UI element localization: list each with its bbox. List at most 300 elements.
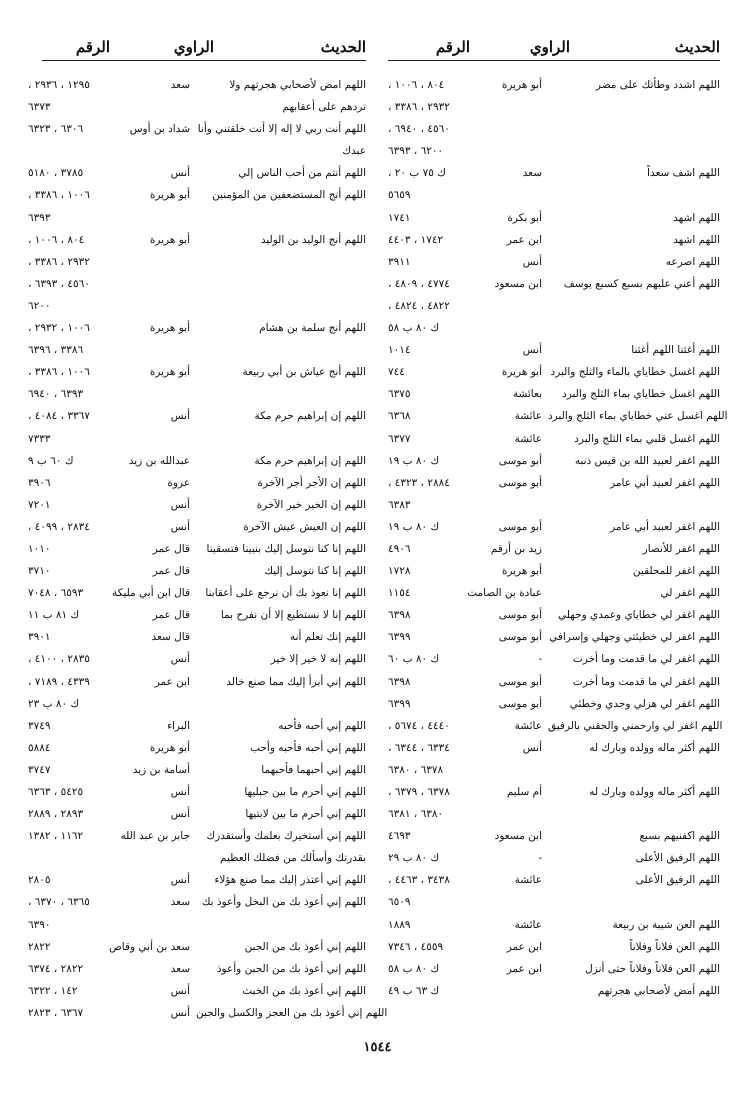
index-row: [28, 606, 366, 628]
narrator: عائشة: [514, 719, 542, 732]
index-row: [388, 496, 720, 518]
narrator: -: [538, 852, 542, 865]
hadith-number: ٦٣٩٩: [388, 631, 411, 644]
hadith-text: اللهم أعني عليهم بسبع كسبع يوسف: [563, 277, 720, 290]
hadith-number: ٤٥٦٠ ، ٦٣٩٣ ،: [28, 277, 90, 290]
index-row: [388, 275, 720, 297]
index-row: [388, 938, 720, 960]
hadith-number: ٧٤٤: [388, 366, 405, 379]
hadith-text: اللهم اغسل قلبي بماء الثلج والبرد: [574, 432, 720, 445]
hadith-number: ٤٤٤٠ ، ٥٦٧٤ ،: [388, 719, 450, 732]
index-row: [388, 562, 720, 584]
hadith-number: ٢٨٨٤ ، ٤٣٢٣ ،: [388, 476, 450, 489]
hadith-text: اللهم إنه لا خير إلا خير: [270, 653, 366, 666]
index-row: [28, 496, 366, 518]
index-row: [388, 982, 720, 1004]
index-row: [28, 739, 366, 761]
index-row: [388, 540, 720, 562]
hadith-number: ك ٦٣ ب ٤٩: [388, 984, 440, 997]
narrator: عائشة: [514, 432, 542, 445]
index-row: [28, 452, 366, 474]
narrator: ابن عمر: [506, 940, 542, 953]
index-row: [28, 628, 366, 650]
hadith-number: ك ٨٠ ب ٦٠: [388, 653, 440, 666]
index-row: [28, 871, 366, 893]
hadith-number: ١٠١٠: [28, 542, 51, 555]
index-row: [28, 76, 366, 98]
index-row: [388, 827, 720, 849]
narrator: ابن مسعود: [494, 830, 542, 843]
hadith-text: اللهم اصرعه: [665, 255, 720, 268]
hadith-number: ٦٥٩٣ ، ٧٠٤٨: [28, 587, 84, 600]
index-row: [28, 893, 366, 915]
index-row: [388, 253, 720, 275]
narrator: أنس: [522, 741, 542, 754]
index-row: [388, 209, 720, 231]
narrator: أبو بكرة: [507, 211, 542, 224]
index-row: [28, 385, 366, 407]
index-row: [388, 452, 720, 474]
narrator: شداد بن أوس: [129, 123, 190, 136]
hadith-text: اللهم اغفر لي خطيئتي وجهلي وإسرافي: [549, 631, 720, 644]
hadith-number: ك ٦٠ ب ٩: [28, 454, 74, 467]
hadith-text: اللهم إني أعوذ بك من الخبث: [242, 984, 366, 997]
hadith-text: اللهم إن العيش عيش الآخرة: [243, 520, 366, 533]
hadith-text: اللهم اغفر لي وارحمني والحقني بالرفيق: [548, 719, 723, 732]
narrator: أنس: [170, 167, 190, 180]
index-row: [28, 209, 366, 231]
index-row: [28, 363, 366, 385]
hadith-number: ٦٣٧٥: [388, 388, 411, 401]
hadith-text: اللهم اغفر لعبيد أبي عامر: [610, 476, 720, 489]
hadith-text: اللهم الرفيق الأعلى: [635, 874, 720, 887]
narrator: ابن عمر: [154, 675, 190, 688]
index-row: [388, 186, 720, 208]
hadith-text: اللهم إنا كنا نتوسل إليك بنبينا فتسقينا: [206, 542, 366, 555]
hadith-number: ١٠٠٦ ، ٢٩٣٢ ،: [28, 322, 90, 335]
hadith-number: ٢٩٣٢ ، ٣٣٨٦ ،: [388, 101, 450, 114]
index-row: [388, 430, 720, 452]
index-column-right: [388, 76, 728, 1004]
hadith-text: اللهم أنج عياش بن أبي ربيعة: [242, 366, 366, 379]
index-row: [388, 76, 720, 98]
narrator: أبو هريرة: [149, 322, 190, 335]
index-row: [388, 142, 720, 164]
header-hadith-left: الحديث: [320, 38, 366, 56]
hadith-number: ٦٣٩٠: [28, 918, 51, 931]
narrator: أبو موسى: [498, 520, 542, 533]
hadith-number: ٣٣٨٦ ، ٦٣٩٦: [28, 344, 84, 357]
index-row: [28, 231, 366, 253]
hadith-text: اللهم اغفر لعبيد أبي عامر: [610, 520, 720, 533]
narrator: أبو هريرة: [501, 366, 542, 379]
narrator: أنس: [522, 255, 542, 268]
narrator: زيد بن أرقم: [490, 542, 542, 555]
narrator: أم سليم: [506, 786, 542, 798]
hadith-text: اللهم إني أعوذ بك من البخل وأعوذ بك: [201, 896, 366, 909]
hadith-text: اللهم اغفر لي هزلي وجدي وخطئي: [569, 697, 720, 710]
hadith-number: ٢٩٣٢ ، ٣٣٨٦ ،: [28, 255, 90, 268]
hadith-number: ٦٣٦٥ ، ٦٣٧٠ ،: [28, 896, 90, 909]
hadith-text: اللهم إني أعوذ بك من الجبن: [244, 940, 366, 953]
hadith-text: اللهم إنا لا نستطيع إلا أن نفرح بما: [220, 609, 366, 622]
hadith-number: ٤٥٦٠ ، ٦٩٤٠ ،: [388, 123, 450, 136]
hadith-number: ٦٣٣٤ ، ٦٣٤٤ ،: [388, 741, 450, 754]
hadith-number: ٦٣٩٨: [388, 609, 411, 622]
hadith-number: ٤٨٢٢ ، ٤٨٢٤ ،: [388, 299, 450, 312]
header-hadith-right: الحديث: [674, 38, 720, 56]
index-row: [388, 739, 720, 761]
narrator: عائشة: [514, 918, 542, 931]
hadith-text: اللهم اغسل خطاياي بالماء والثلج والبرد: [550, 366, 720, 379]
index-row: [388, 407, 728, 429]
narrator: أبو موسى: [498, 675, 542, 688]
hadith-text: اللهم اغفر للأنصار: [642, 542, 720, 555]
narrator: البراء: [167, 719, 190, 732]
hadith-text: اللهم أكثر ماله وولده وبارك له: [589, 786, 720, 798]
hadith-text: اللهم إني أحبه فأحبه: [278, 719, 366, 732]
narrator: أنس: [170, 498, 190, 511]
hadith-text: اللهم إني أحرم ما بين لابتيها: [245, 808, 366, 821]
hadith-text: اللهم أنت ربي لا إله إلا أنت خلقتني وأنا: [197, 123, 366, 136]
hadith-number: ٢٨٣٥ ، ٤١٠٠ ،: [28, 653, 90, 666]
index-row: [28, 827, 366, 849]
narrator: أبو هريرة: [149, 233, 190, 246]
narrator: أبو موسى: [498, 476, 542, 489]
narrator: -: [538, 653, 542, 666]
hadith-number: ٢٨٠٥: [28, 874, 51, 887]
hadith-number: ٨٠٤ ، ١٠٠٦ ،: [388, 79, 445, 91]
index-row: [388, 297, 720, 319]
narrator: أسامة بن زيد: [132, 763, 190, 776]
hadith-number: ٦٣٩٣ ، ٦٩٤٠: [28, 388, 84, 401]
index-row: [388, 474, 720, 496]
index-row: [28, 430, 366, 452]
hadith-text: اللهم إني أحبهما فأحبهما: [261, 763, 366, 776]
narrator: قال عمر: [152, 542, 190, 555]
narrator: سعد: [170, 962, 190, 975]
hadith-number: ١٤٢ ، ٦٣٢٢: [28, 984, 78, 997]
hadith-number: ٦٣٧٧: [388, 432, 411, 445]
hadith-number: ٦٣٩٩: [388, 697, 411, 710]
hadith-number: ١١٦٢ ، ١٣٨٢: [28, 830, 84, 843]
index-row: [28, 916, 366, 938]
index-row: [388, 628, 720, 650]
hadith-number: ٢٨٢٢: [28, 940, 51, 953]
hadith-number: ك ٨٠ ب ٢٣: [28, 697, 80, 710]
narrator: أبو موسى: [498, 609, 542, 622]
hadith-number: ١١٥٤: [388, 587, 411, 600]
narrator: سعد بن أبي وقاص: [109, 940, 190, 953]
narrator: أبو هريرة: [149, 366, 190, 379]
narrator: بعائشة: [512, 388, 542, 401]
hadith-number: ١٢٩٥ ، ٢٩٣٦ ،: [28, 79, 90, 91]
index-row: [28, 1004, 388, 1026]
hadith-number: ٣٤٣٨ ، ٤٤٦٣ ،: [388, 874, 450, 887]
hadith-text: اللهم اغفر لي خطاياي وعمدي وجهلي: [558, 609, 720, 622]
hadith-text: اللهم أنج سلمة بن هشام: [259, 322, 366, 335]
narrator: سعد: [170, 79, 190, 91]
index-row: [388, 584, 720, 606]
index-row: [28, 253, 366, 275]
hadith-number: ٤٣٣٩ ، ٧١٨٩ ،: [28, 675, 90, 688]
hadith-number: ٣٧٤٩: [28, 719, 51, 732]
hadith-number: ٥٤٢٥ ، ٦٣٦٣: [28, 786, 84, 798]
index-row: [388, 695, 720, 717]
hadith-text: اللهم اشف سعداً: [647, 167, 720, 180]
hadith-text: اللهم اغفر لعبيد الله بن قيس ذنبه: [574, 454, 720, 467]
hadith-text: بقدرتك وأسألك من فضلك العظيم: [220, 852, 366, 865]
index-row: [28, 982, 366, 1004]
narrator: أبو هريرة: [149, 189, 190, 202]
narrator: أنس: [170, 520, 190, 533]
narrator: عائشة: [514, 410, 542, 423]
hadith-text: اللهم اشهد: [673, 211, 720, 224]
narrator: قال سعد: [151, 631, 190, 644]
narrator: ابن عمر: [506, 233, 542, 246]
index-row: [28, 275, 366, 297]
narrator: أنس: [170, 653, 190, 666]
narrator: أبو موسى: [498, 697, 542, 710]
hadith-number: ٤٥٥٩ ، ٧٣٤٦: [388, 940, 444, 953]
index-row: [388, 385, 720, 407]
hadith-number: ٦٣٩٣: [28, 211, 51, 224]
index-row: [388, 673, 720, 695]
hadith-number: ٤٦٩٣: [388, 830, 411, 843]
index-row: [388, 231, 720, 253]
hadith-text: اللهم اغفر لي ما قدمت وما أخرت: [572, 653, 720, 666]
hadith-number: ٦٣٧٨ ، ٦٣٧٩ ،: [388, 786, 450, 798]
index-row: [28, 783, 366, 805]
index-row: [28, 717, 366, 739]
narrator: أنس: [170, 984, 190, 997]
hadith-number: ٦٣٦٧ ، ٢٨٢٣: [28, 1006, 84, 1019]
hadith-text: اللهم إني أعوذ بك من الجبن وأعوذ: [216, 962, 366, 975]
index-row: [388, 341, 720, 363]
index-row: [388, 916, 720, 938]
index-row: [388, 98, 720, 120]
index-row: [388, 805, 720, 827]
hadith-number: ١٨٨٩: [388, 918, 411, 931]
hadith-text: اللهم إن إبراهيم حرم مكة: [254, 454, 366, 467]
index-row: [388, 960, 720, 982]
hadith-text: اللهم إن الأجر أجر الآخرة: [257, 476, 366, 489]
hadith-number: ك ٨٠ ب ٥٨: [388, 322, 440, 335]
index-row: [28, 960, 366, 982]
narrator: جابر بن عبد الله: [120, 830, 190, 843]
narrator: أبو موسى: [498, 454, 542, 467]
narrator: قال عمر: [152, 609, 190, 622]
index-row: [28, 407, 366, 429]
index-row: [28, 673, 366, 695]
page-number: ١٥٤٤: [363, 1040, 392, 1055]
index-row: [388, 871, 720, 893]
index-row: [28, 142, 366, 164]
hadith-number: ٥٦٥٩: [388, 189, 411, 202]
hadith-text: اللهم إنا كنا نتوسل إليك: [264, 565, 366, 578]
hadith-number: ٦٣٨٠ ، ٦٣٨١: [388, 808, 444, 821]
hadith-text: اللهم إني أعتذر إليك مما صنع هؤلاء: [214, 874, 366, 887]
index-row: [388, 650, 720, 672]
hadith-number: ١٠٠٦ ، ٣٣٨٦ ،: [28, 366, 90, 379]
hadith-text: اللهم أكثر ماله وولده وبارك له: [589, 741, 720, 754]
index-row: [28, 186, 366, 208]
hadith-number: ك ٨٠ ب ٢٩: [388, 852, 440, 865]
index-row: [388, 717, 723, 739]
narrator: عروة: [167, 476, 190, 489]
hadith-text: اللهم أغثنا اللهم أغثنا: [631, 344, 720, 357]
hadith-number: ٧٣٣٣: [28, 432, 51, 445]
hadith-number: ٦٣٩٨: [388, 675, 411, 688]
hadith-number: ٣٩١١: [388, 255, 411, 268]
hadith-number: ٤٧٧٤ ، ٤٨٠٩ ،: [388, 277, 450, 290]
hadith-number: ٦٣٧٣: [28, 101, 51, 114]
hadith-number: ٦٢٠٠: [28, 299, 51, 312]
narrator: قال عمر: [152, 565, 190, 578]
hadith-text: اللهم اشهد: [673, 233, 720, 246]
hadith-number: ٣٩٠١: [28, 631, 51, 644]
hadith-text: اللهم الرفيق الأعلى: [635, 852, 720, 865]
index-row: [388, 783, 720, 805]
index-row: [388, 319, 720, 341]
index-row: [28, 695, 366, 717]
hadith-text: اللهم اكفنيهم بسبع: [639, 830, 720, 843]
hadith-text: اللهم إن إبراهيم حرم مكة: [254, 410, 366, 423]
index-column-left: [28, 76, 388, 1026]
hadith-text: عبدك: [342, 145, 366, 158]
hadith-text: اللهم العن فلاناً وفلاناً حتى أنزل: [585, 962, 720, 975]
narrator: ابن مسعود: [494, 277, 542, 290]
hadith-number: ٣٧١٠: [28, 565, 51, 578]
hadith-text: اللهم اغفر للمحلقين: [632, 565, 720, 578]
hadith-number: ٢٨٣٤ ، ٤٠٩٩ ،: [28, 520, 90, 533]
hadith-number: ١٠٠٦ ، ٣٣٨٦ ،: [28, 189, 90, 202]
index-row: [28, 584, 366, 606]
hadith-number: ٥٨٨٤: [28, 741, 51, 754]
hadith-number: ٣٧٨٥ ، ٥١٨٠: [28, 167, 84, 180]
hadith-number: ٨٠٤ ، ١٠٠٦ ،: [28, 233, 85, 246]
hadith-number: ٣٣٦٧ ، ٤٠٨٤ ،: [28, 410, 90, 423]
hadith-text: اللهم اغسل عني خطاياي بماء الثلج والبرد: [548, 410, 728, 423]
index-row: [388, 606, 720, 628]
hadith-text: اللهم العن شيبة بن ربيعة: [612, 918, 720, 931]
hadith-text: اللهم اشدد وطأتك على مضر: [595, 79, 720, 91]
hadith-number: ٦٢٠٠ ، ٦٣٩٣: [388, 145, 444, 158]
hadith-number: ٦٣٦٨: [388, 410, 411, 423]
narrator: ابن عمر: [506, 962, 542, 975]
narrator: سعد: [522, 167, 542, 180]
hadith-number: ك ٨١ ب ١١: [28, 609, 80, 622]
hadith-number: ٧٢٠١: [28, 498, 51, 511]
index-row: [388, 120, 720, 142]
index-row: [28, 849, 366, 871]
index-row: [28, 518, 366, 540]
header-left: [42, 38, 366, 61]
index-row: [388, 518, 720, 540]
narrator: أبو هريرة: [501, 79, 542, 91]
hadith-text: اللهم أنج الوليد بن الوليد: [260, 233, 366, 246]
narrator: سعد: [170, 896, 190, 909]
narrator: أبو موسى: [498, 631, 542, 644]
hadith-text: تردهم على أعقابهم: [282, 101, 366, 114]
header-rawi-left: الراوي: [173, 38, 214, 56]
index-row: [28, 319, 366, 341]
index-row: [28, 164, 366, 186]
index-row: [28, 761, 366, 783]
index-row: [388, 363, 720, 385]
narrator: عبادة بن الصامت: [467, 587, 542, 600]
hadith-text: اللهم إني أستخيرك بعلمك وأستقدرك: [206, 830, 366, 843]
hadith-text: اللهم اغفر لي ما قدمت وما أخرت: [572, 675, 720, 688]
header-rawi-right: الراوي: [529, 38, 570, 56]
hadith-text: اللهم إنك تعلم أنه: [289, 631, 366, 644]
index-row: [28, 540, 366, 562]
hadith-text: اللهم العن فلاناً وفلاناً: [629, 940, 720, 953]
hadith-text: اللهم إني أبرأ إليك مما صنع خالد: [226, 675, 366, 688]
hadith-number: ك ٨٠ ب ٥٨: [388, 962, 440, 975]
hadith-text: اللهم إني أحبه فأحبه وأحب: [250, 741, 366, 754]
narrator: عائشة: [514, 874, 542, 887]
index-row: [388, 761, 720, 783]
hadith-number: ك ٨٠ ب ١٩: [388, 454, 440, 467]
narrator: أنس: [170, 1006, 190, 1019]
hadith-number: ك ٧٥ ب ٢٠ ،: [388, 167, 446, 180]
narrator: أنس: [170, 410, 190, 423]
index-row: [28, 938, 366, 960]
hadith-text: اللهم إني أعوذ بك من العجز والكسل والجبن: [196, 1006, 388, 1019]
hadith-number: ٤٩٠٦: [388, 542, 411, 555]
narrator: قال ابن أبي مليكة: [112, 587, 190, 600]
hadith-text: اللهم إني أحرم ما بين جبليها: [244, 786, 366, 798]
index-row: [28, 474, 366, 496]
hadith-number: ك ٨٠ ب ١٩: [388, 520, 440, 533]
hadith-number: ١٧٤٢ ، ٤٤٠٣: [388, 233, 444, 246]
hadith-text: اللهم امض لأصحابي هجرتهم ولا: [229, 79, 366, 91]
hadith-number: ٢٨٢٢ ، ٦٣٧٤: [28, 962, 84, 975]
hadith-text: اللهم أنتم من أحب الناس إلي: [238, 167, 366, 180]
index-row: [28, 98, 366, 120]
narrator: أنس: [522, 344, 542, 357]
hadith-number: ٦٥٠٩: [388, 896, 411, 909]
hadith-number: ١٧٢٨: [388, 565, 411, 578]
header-raqm-right: الرقم: [435, 38, 470, 56]
index-row: [28, 341, 366, 363]
header-raqm-left: الرقم: [75, 38, 110, 56]
hadith-number: ٦٣٨٣: [388, 498, 411, 511]
hadith-number: ٦٣٠٦ ، ٦٣٢٣: [28, 123, 84, 136]
hadith-text: اللهم إنا نعوذ بك أن نرجع على أعقابنا: [205, 587, 366, 600]
hadith-number: ١٠١٤: [388, 344, 411, 357]
hadith-text: اللهم أنج المستضعفين من المؤمنين: [212, 189, 366, 202]
hadith-number: ٦٣٧٨ ، ٦٣٨٠: [388, 763, 444, 776]
index-row: [28, 120, 366, 142]
index-row: [28, 297, 366, 319]
index-row: [28, 650, 366, 672]
narrator: أبو هريرة: [501, 565, 542, 578]
narrator: أنس: [170, 808, 190, 821]
hadith-text: اللهم اغسل خطاياي بماء الثلج والبرد: [562, 388, 720, 401]
hadith-text: اللهم إن الخير خير الآخرة: [256, 498, 366, 511]
hadith-text: اللهم اغفر لي: [660, 587, 720, 600]
hadith-text: اللهم أمض لأصحابي هجرتهم: [597, 984, 720, 997]
index-row: [28, 805, 366, 827]
index-row: [388, 164, 720, 186]
narrator: أبو هريرة: [149, 741, 190, 754]
index-row: [388, 893, 720, 915]
narrator: أنس: [170, 874, 190, 887]
hadith-number: ٢٨٩٣ ، ٢٨٨٩: [28, 808, 84, 821]
index-row: [388, 849, 720, 871]
